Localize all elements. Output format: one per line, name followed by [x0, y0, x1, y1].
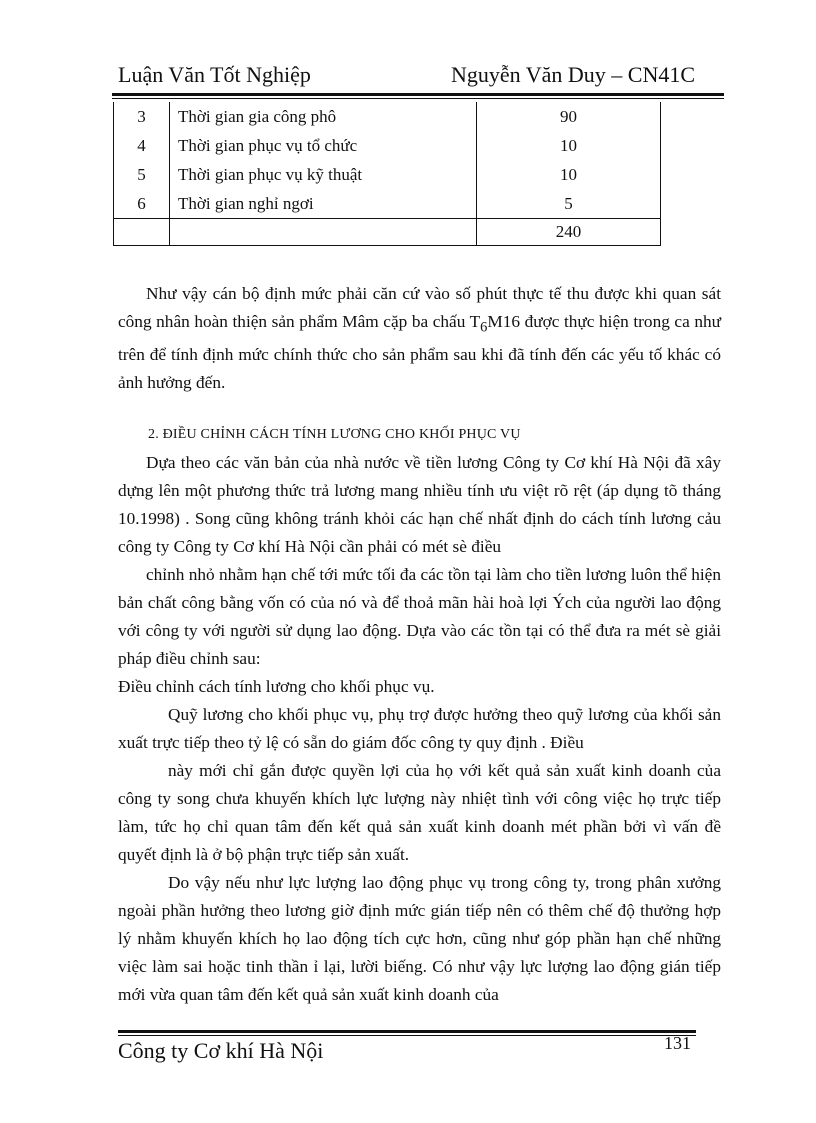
footer-rule-thick — [118, 1030, 696, 1033]
header-thesis-title: Luận Văn Tốt Nghiệp — [118, 62, 311, 87]
table-row — [114, 189, 661, 219]
para-text-part2: M16 được thực hiện trong ca như trên để tính định mức chính thức cho sản phẩm sau khi đã tính đến các yếu tố khác có ảnh hưởng đến. — [118, 312, 721, 393]
paragraph-text — [118, 280, 721, 397]
work-time-table — [113, 102, 661, 246]
body-paragraphs — [118, 449, 721, 1009]
total-value: 240 — [477, 219, 661, 246]
header-rule-thick — [112, 93, 724, 96]
section-heading: 2. ĐIỀU CHỈNH CÁCH TÍNH LƯƠNG CHO KHỐI PHỤC VỤ — [148, 427, 521, 442]
table-row — [114, 102, 661, 131]
row-value: 90 — [477, 102, 661, 131]
row-name: Thời gian phục vụ kỹ thuật — [170, 160, 477, 189]
table-body — [114, 102, 661, 246]
table-total-row — [114, 219, 661, 246]
para-text-part1: Như vậy cán bộ định mức phải căn cứ vào số phút thực tế thu được khi quan sát công nhân hoàn thiện sản phẩm Mâm cặp ba chấu T — [118, 284, 721, 331]
page-number: 131 — [664, 1033, 691, 1053]
row-number: 5 — [114, 160, 170, 189]
body-paragraph: Do vậy nếu như lực lượng lao động phục vụ trong công ty, trong phân xưởng ngoài phần hưởng theo lương giờ định mức gián tiếp nên có thêm chế độ thưởng hợp lý nhằm khuyến khích họ lao động tích cực hơn, cũng như góp phần hạn chế những việc làm sai hoặc tinh thần ỉ lại, lười biếng. Có như vậy lực lượng lao động gián tiếp mới vừa quan tâm đến kết quả sản xuất kinh doanh của — [118, 873, 721, 1004]
subscript-6: 6 — [480, 319, 488, 336]
row-name: Thời gian gia công phô — [170, 102, 477, 131]
header-rule-thin — [112, 98, 724, 99]
total-empty-cell — [170, 219, 477, 246]
table-row — [114, 131, 661, 160]
row-number: 6 — [114, 189, 170, 219]
row-name: Thời gian phục vụ tổ chức — [170, 131, 477, 160]
footer-rule-thin — [118, 1035, 696, 1036]
row-number: 4 — [114, 131, 170, 160]
body-paragraph: Dựa theo các văn bản của nhà nước về tiền lương Công ty Cơ khí Hà Nội đã xây dựng lên một phương thức trả lương mang nhiều tính ưu việt rõ rệt (áp dụng tõ tháng 10.1998) . Song cũng không tránh khỏi các hạn chế nhất định do cách tính lương cảu công ty Công ty Cơ khí Hà Nội cần phải có mét sè điều — [118, 453, 721, 556]
row-value: 10 — [477, 160, 661, 189]
total-empty-cell — [114, 219, 170, 246]
row-value: 10 — [477, 131, 661, 160]
body-paragraph: Điều chỉnh cách tính lương cho khối phục vụ. — [118, 677, 435, 696]
body-paragraph: Quỹ lương cho khối phục vụ, phụ trợ được hưởng theo quỹ lương của khối sản xuất trực tiếp theo tỷ lệ có sẵn do giám đốc công ty quy định . Điều — [118, 705, 721, 752]
paragraph-intro — [118, 280, 721, 397]
row-value: 5 — [477, 189, 661, 219]
table-row — [114, 160, 661, 189]
row-name: Thời gian nghỉ ngơi — [170, 189, 477, 219]
body-paragraph: chỉnh nhỏ nhằm hạn chế tới mức tối đa các tồn tại làm cho tiền lương luôn thể hiện bản chất công bằng vốn có của nó và để thoả mãn hài hoà lợi Ých của người lao động với công ty với người sử dụng lao động. Dựa vào các tồn tại có thể đưa ra mét sè giải pháp điều chỉnh sau: — [118, 565, 721, 668]
header-author: Nguyễn Văn Duy – CN41C — [450, 62, 695, 87]
row-number: 3 — [114, 102, 170, 131]
footer-company: Công ty Cơ khí Hà Nội — [118, 1038, 324, 1063]
body-paragraph: này mới chỉ gắn được quyền lợi của họ với kết quả sản xuất kinh doanh của công ty song chưa khuyến khích lực lượng này nhiệt tình với công việc họ trực tiếp làm, tức họ chỉ quan tâm đến kết quả sản xuất kinh doanh mét phần bởi vì vấn đề quyết định là ở bộ phận trực tiếp sản xuất. — [118, 761, 721, 864]
